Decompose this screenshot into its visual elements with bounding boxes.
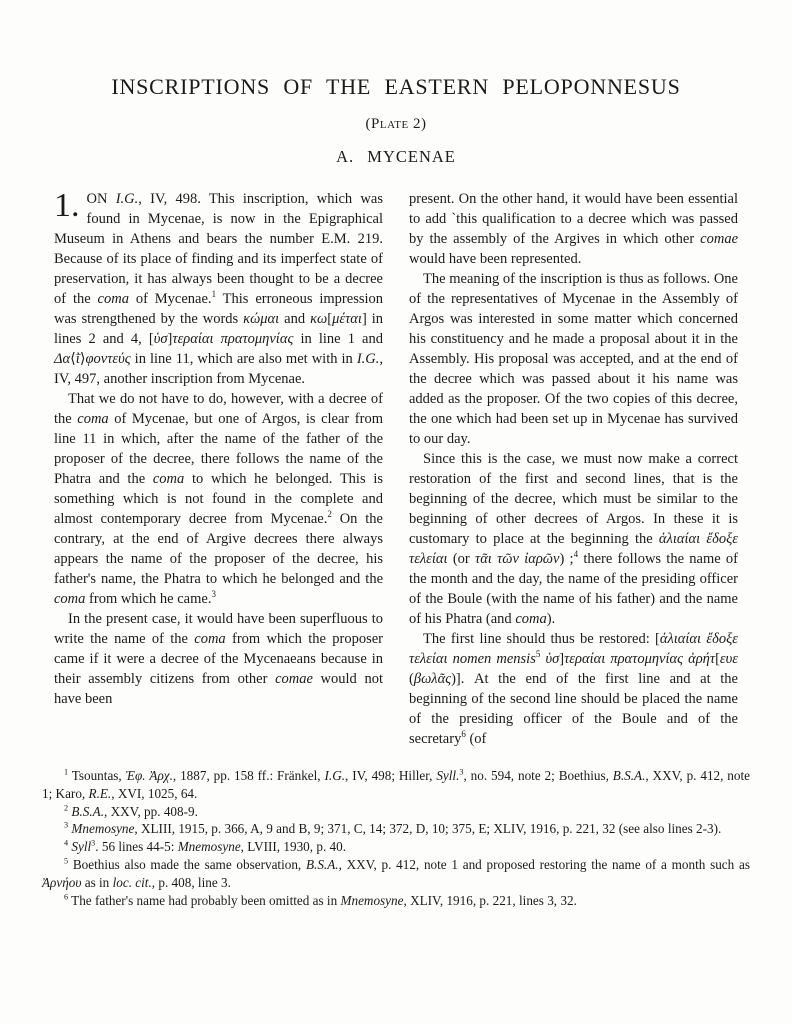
footnote: $^5$ Boethius also made the same observation, B.S.A., XXV, p. 412, note 1 and proposed restoring the name of a month such as Ἀρνήου as in loc. cit., p. 408, line 3. bbox=[42, 856, 750, 890]
right-column bbox=[409, 189, 738, 749]
plate-caption: (Plate 2) bbox=[365, 116, 427, 132]
paragraph-text: ON I.G., IV, 498. This inscription, which was found in Mycenae, is now in the Epigraphical Museum in Athens and bears the number E.M. 219. Because of its place of finding and its imperfect state of preservation, it has always been thought to be a decree of the coma of Mycenae.$^1$ This erroneous impression was strengthened by the words κώμαι and κω[μέται] in lines 2 and 4, [ὑσ]τεραίαι πρατομηνίας in line 1 and Δα⟨ῒ⟩φοντεύς in line 11, which are also met with in I.G., IV, 497, another inscription from Mycenae. bbox=[54, 191, 384, 387]
paragraph: The meaning of the inscription is thus as follows. One of the representatives of Mycenae in the Assembly of Argos was interested in some matter which concerned his constituency and he made a proposal about it in the Assembly. His proposal was accepted, and at the end of the decree which was passed about it his name was added as the proposer. Of the two copies of this decree, the one which had been set up in Mycenae has survived to our day. bbox=[409, 271, 738, 447]
footnote: $^4$ Syll$^3$. 56 lines 44-5: Mnemosyne, LVIII, 1930, p. 40. bbox=[64, 838, 347, 855]
paragraph: In the present case, it would have been superfluous to write the name of the coma from which the proposer came if it were a decree of the Mycenaeans because in their assembly citizens from other comae would not have been bbox=[54, 611, 384, 707]
article-title: INSCRIPTIONS OF THE EASTERN PELOPONNESUS bbox=[111, 74, 681, 99]
left-column bbox=[54, 189, 383, 749]
footnote: $^1$ Tsountas, Ἐφ. Ἀρχ., 1887, pp. 158 ff.: Fränkel, I.G., IV, 498; Hiller, Syll.$^3$, no. 594, note 2; Boethius, B.S.A., XXV, p. 412, note 1; Karo, R.E., XVI, 1025, 64. bbox=[42, 767, 751, 801]
footnotes bbox=[42, 767, 750, 909]
paragraph-number: 1. bbox=[54, 187, 80, 224]
paragraph bbox=[54, 189, 383, 389]
paragraph: The first line should thus be restored: [ἁλιαίαι ἔδοξε τελείαι nomen mensis$^5$ ὑσ]τεραίαι πρατομηνίας ἀρήτ[ευε (βωλᾶς)]. At the end of the first line and at the beginning of the second line should be placed the name of the presiding officer of the Boule and of the secretary$^6$ (of bbox=[409, 631, 739, 747]
footnote: $^6$ The father's name had probably been omitted as in Mnemosyne, XLIV, 1916, p. 221, lines 3, 32. bbox=[64, 892, 577, 908]
text-columns bbox=[54, 189, 738, 749]
footnote: $^2$ B.S.A., XXV, pp. 408-9. bbox=[64, 803, 198, 819]
paragraph: That we do not have to do, however, with a decree of the coma of Mycenae, but one of Argos, is clear from line 11 in which, after the name of the father of the proposer of the decree, there follows the name of the Phatra and the coma to which he belonged. This is something which is not found in the complete and almost contemporary decree from Mycenae.$^2$ On the contrary, at the end of Argive decrees there always appears the name of the proposer of the decree, his father's name, the Phatra to which he belonged and the coma from which he came.$^3$ bbox=[54, 391, 383, 607]
paragraph: Since this is the case, we must now make a correct restoration of the first and second lines, that is the beginning of the decree, which must be similar to the beginning of other decrees of Argos. In these it is customary to place at the beginning the ἁλιαίαι ἔδοξε τελείαι (or τᾶι τῶν ἰαρῶν) ;$^4$ there follows the name of the month and the day, the name of the presiding officer of the Boule (with the name of his father) and the name of his Phatra (and coma). bbox=[409, 451, 738, 627]
paragraph: present. On the other hand, it would have been essential to add `this qualification to a decree which was passed by the assembly of the Argives in which other comae would have been represented. bbox=[409, 191, 738, 267]
section-heading: A. MYCENAE bbox=[336, 147, 456, 166]
footnote: $^3$ Mnemosyne, XLIII, 1915, p. 366, A, 9 and B, 9; 371, C, 14; 372, D, 10; 375, E; XLIV, 1916, p. 221, 32 (see also lines 2-3). bbox=[64, 821, 722, 837]
